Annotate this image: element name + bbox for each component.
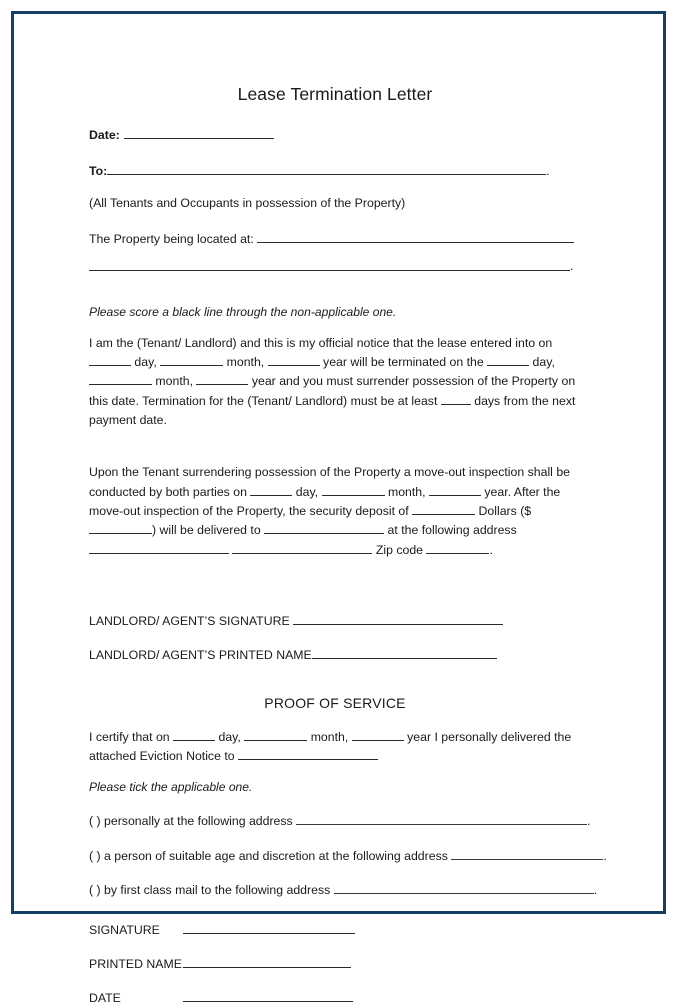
inspection-day-blank[interactable] — [250, 485, 292, 496]
inspection-text-8: Zip code — [375, 542, 424, 557]
certify-recipient-blank[interactable] — [238, 749, 378, 760]
certify-text-1: I certify that on — [89, 729, 170, 744]
spacer-after-property — [89, 273, 581, 306]
inspection-month-blank[interactable] — [322, 485, 385, 496]
property-input-rule-2[interactable] — [89, 259, 570, 270]
document-content — [89, 0, 607, 1005]
inspection-period: . — [489, 542, 493, 557]
spacer-before-proof — [89, 662, 581, 695]
property-input-rule-1[interactable] — [257, 232, 574, 243]
score-instruction-note: Please score a black line through the non-applicable one. — [89, 304, 397, 319]
to-input-rule[interactable] — [107, 164, 546, 175]
certify-year-blank[interactable] — [352, 730, 404, 741]
service-option-row-2[interactable] — [89, 848, 607, 863]
proof-of-service-heading: PROOF OF SERVICE — [264, 694, 406, 711]
service-checkbox-icon-1[interactable]: ( ) — [89, 814, 101, 829]
inspection-text-5: Dollars ($ — [478, 503, 532, 518]
service-option-row-3[interactable] — [89, 883, 598, 898]
certify-month-blank[interactable] — [244, 730, 307, 741]
to-field-row — [89, 164, 581, 177]
landlord-printed-name-label: LANDLORD/ AGENT’S PRINTED NAME — [89, 648, 312, 663]
date-field-row — [89, 128, 581, 141]
service-option-row-1[interactable] — [89, 814, 591, 829]
service-option-period-1: . — [587, 814, 591, 829]
notice-day-blank-2[interactable] — [487, 356, 529, 367]
inspection-text-2: day, — [295, 484, 319, 499]
notice-text-8: days from the next payment date. — [89, 393, 576, 428]
notice-text-5: day, — [532, 355, 555, 370]
certify-day-blank[interactable] — [173, 730, 215, 741]
spacer-before-server-sig — [89, 896, 581, 901]
certify-text-2: day, — [218, 729, 241, 744]
service-option-label-2: a person of suitable age and discretion at the following address — [104, 848, 448, 863]
inspection-text-1: Upon the Tenant surrendering possession of the Property a move-out inspection shall be conducted by both parties on — [89, 465, 571, 499]
deposit-amount-figures-blank[interactable] — [89, 524, 152, 535]
deposit-amount-words-blank[interactable] — [412, 504, 475, 515]
deposit-recipient-blank[interactable] — [264, 524, 384, 535]
inspection-paragraph — [89, 463, 581, 559]
spacer-before-tick-note — [89, 766, 581, 781]
to-line-period: . — [546, 164, 550, 179]
to-label: To: — [89, 164, 108, 179]
notice-text-6: month, — [155, 374, 194, 389]
notice-text-1: I am the (Tenant/ Landlord) and this is my official notice that the lease entered into on — [89, 335, 553, 350]
notice-year-blank-1[interactable] — [268, 356, 320, 367]
page-title: Lease Termination Letter — [237, 84, 433, 104]
notice-text-2: day, — [134, 355, 157, 370]
deposit-address-blank-1[interactable] — [89, 543, 229, 554]
service-checkbox-icon-2[interactable]: ( ) — [89, 848, 101, 863]
date-label: Date: — [89, 128, 120, 143]
spacer-after-proof-heading — [89, 711, 581, 728]
server-printed-name-rule[interactable] — [183, 957, 351, 968]
service-address-rule-2[interactable] — [451, 849, 603, 860]
certify-paragraph — [89, 728, 581, 767]
server-date-rule[interactable] — [183, 991, 353, 1002]
notice-days-blank[interactable] — [441, 394, 471, 405]
service-option-period-3: . — [593, 883, 598, 898]
notice-day-blank-1[interactable] — [89, 356, 131, 367]
landlord-printed-name-rule[interactable] — [312, 648, 497, 659]
recipients-note: (All Tenants and Occupants in possession of the Property) — [89, 195, 406, 210]
service-option-period-2: . — [603, 848, 607, 863]
landlord-signature-rule[interactable] — [293, 614, 503, 625]
notice-paragraph — [89, 334, 581, 430]
landlord-signature-row — [89, 614, 581, 627]
service-checkbox-icon-3[interactable]: ( ) — [89, 883, 101, 898]
server-signature-row — [89, 922, 581, 935]
date-input-rule[interactable] — [124, 128, 274, 139]
server-date-row — [89, 991, 581, 1004]
deposit-address-blank-2[interactable] — [232, 543, 372, 554]
server-printed-name-label: PRINTED NAME — [89, 956, 182, 971]
property-label: The Property being located at: — [89, 232, 254, 247]
service-address-rule-1[interactable] — [296, 814, 587, 825]
spacer-before-landlord-sig — [89, 560, 581, 593]
certify-text-3: month, — [310, 729, 349, 744]
notice-text-7: year and you must surrender possession of the Property on this date. Termination for the (Tenant/ Landlord) must be at least — [89, 374, 576, 408]
notice-text-4: year will be terminated on the — [323, 355, 484, 370]
inspection-text-7: at the following address — [387, 523, 517, 538]
inspection-text-6: ) will be delivered to — [152, 523, 261, 538]
landlord-printed-name-row — [89, 648, 581, 661]
server-signature-rule[interactable] — [183, 922, 355, 933]
inspection-text-3: month, — [387, 484, 426, 499]
server-signature-label: SIGNATURE — [89, 922, 160, 937]
notice-year-blank-2[interactable] — [196, 375, 248, 386]
spacer-before-inspection — [89, 430, 581, 463]
service-option-label-1: personally at the following address — [104, 814, 293, 829]
landlord-signature-label: LANDLORD/ AGENT’S SIGNATURE — [89, 613, 290, 628]
server-printed-name-row — [89, 957, 581, 970]
spacer-before-notice — [89, 318, 581, 334]
zip-code-blank[interactable] — [426, 543, 489, 554]
property-field-row — [89, 232, 581, 245]
inspection-year-blank[interactable] — [429, 485, 481, 496]
notice-month-blank-1[interactable] — [160, 356, 223, 367]
property-field-row-2 — [89, 259, 581, 272]
property-line-period: . — [570, 259, 574, 274]
notice-month-blank-2[interactable] — [89, 375, 152, 386]
notice-text-3: month, — [226, 355, 265, 370]
service-address-rule-3[interactable] — [334, 883, 594, 894]
server-date-label: DATE — [89, 991, 121, 1005]
service-option-label-3: by first class mail to the following address — [104, 883, 331, 898]
certify-text-4: year I personally delivered the attached Eviction Notice to — [89, 729, 572, 763]
inspection-text-4: year. After the move-out inspection of the Property, the security deposit of — [89, 484, 561, 518]
tick-instruction-note: Please tick the applicable one. — [89, 780, 253, 795]
